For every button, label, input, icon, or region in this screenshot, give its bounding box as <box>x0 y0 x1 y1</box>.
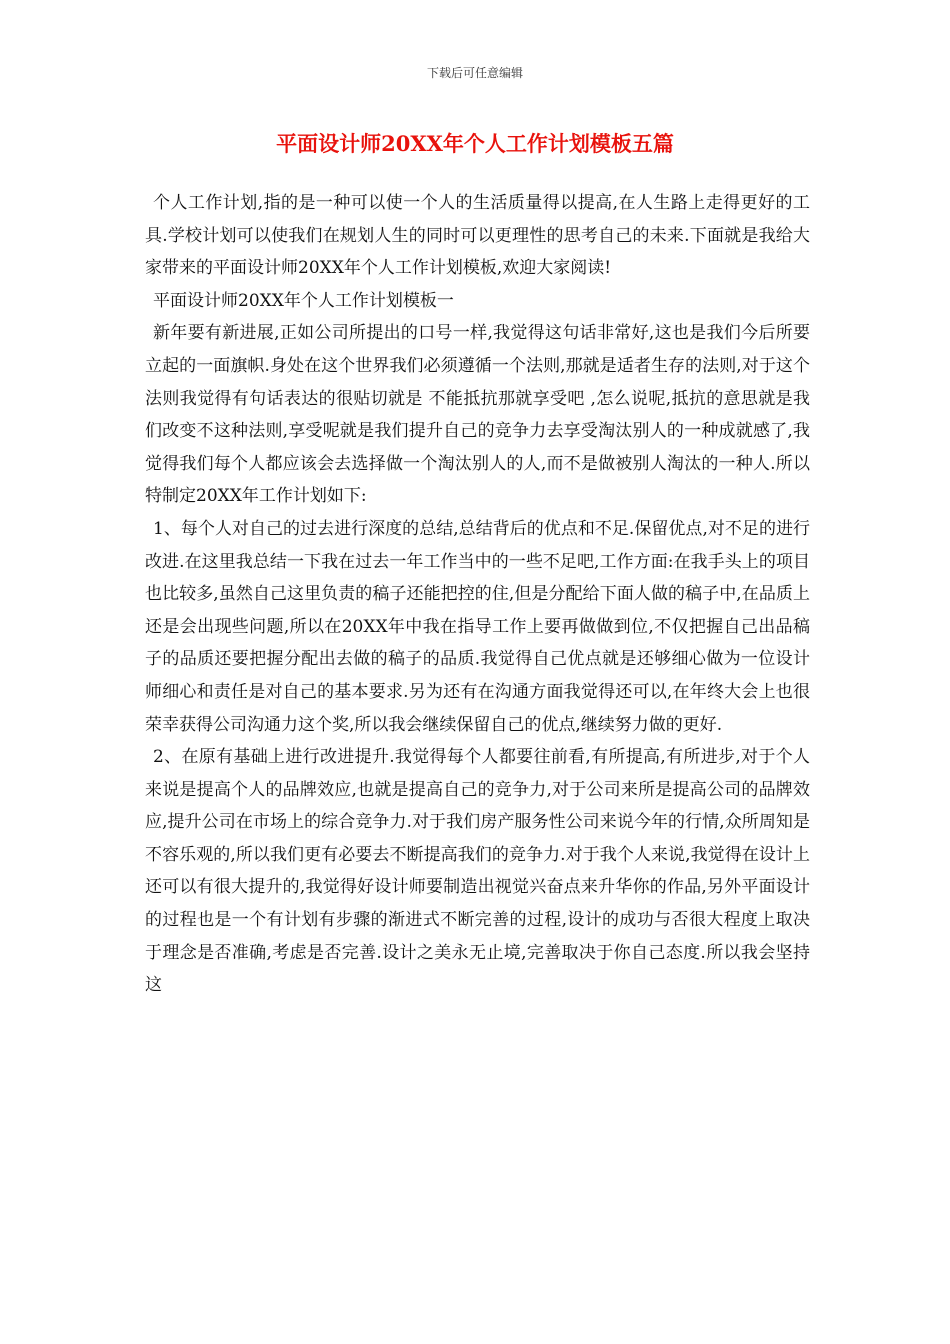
section-heading: 平面设计师20XX年个人工作计划模板一 <box>153 290 454 311</box>
document-title: 平面设计师20XX年个人工作计划模板五篇 <box>276 131 674 156</box>
page-header: 下载后可任意编辑 <box>426 66 523 80</box>
intro-paragraph: 个人工作计划,指的是一种可以使一个人的生活质量得以提高,在人生路上走得更好的工具.学校计划可以使我们在规划人生的同时可以更理性的思考自己的未来.下面就是我给大家带来的平面设计师20XX年个人工作计划模板,欢迎大家阅读! <box>145 193 810 279</box>
document-body <box>145 187 810 1002</box>
list-item-2: 2、在原有基础上进行改进提升.我觉得每个人都要往前看,有所提高,有所进步,对于个人来说是提高个人的品牌效应,也就是提高自己的竞争力,对于公司来所是提高公司的品牌效应,提升公司在市场上的综合竞争力.对于我们房产服务性公司来说今年的行情,众所周知是不容乐观的,所以我们更有必要去不断提高我们的竞争力.对于我个人来说,我觉得在设计上还可以有很大提升的,我觉得好设计师要制造出视觉兴奋点来升华你的作品,另外平面设计的过程也是一个有计划有步骤的渐进式不断完善的过程,设计的成功与否很大程度上取决于理念是否准确,考虑是否完善.设计之美永无止境,完善取决于你自己态度.所以我会坚持这 <box>145 747 810 996</box>
list-item-1: 1、每个人对自己的过去进行深度的总结,总结背后的优点和不足.保留优点,对不足的进行改进.在这里我总结一下我在过去一年工作当中的一些不足吧,工作方面:在我手头上的项目也比较多,虽然自己这里负责的稿子还能把控的住,但是分配给下面人做的稿子中,在品质上还是会出现些问题,所以在20XX年中我在指导工作上要再做做到位,不仅把握自己出品稿子的品质还要把握分配出去做的稿子的品质.我觉得自己优点就是还够细心做为一位设计师细心和责任是对自己的基本要求.另为还有在沟通方面我觉得还可以,在年终大会上也很荣幸获得公司沟通力这个奖,所以我会继续保留自己的优点,继续努力做的更好. <box>145 518 810 735</box>
body-paragraph: 新年要有新进展,正如公司所提出的口号一样,我觉得这句话非常好,这也是我们今后所要立起的一面旗帜.身处在这个世界我们必须遵循一个法则,那就是适者生存的法则,对于这个法则我觉得有句话表达的很贴切就是 不能抵抗那就享受吧 ,怎么说呢,抵抗的意思就是我们改变不这种法则,享受呢就是我们提升自己的竞争力去享受淘汰别人的一种成就感了,我觉得我们每个人都应该会去选择做一个淘汰别人的人,而不是做被别人淘汰的一种人.所以特制定20XX年工作计划如下: <box>145 323 810 507</box>
